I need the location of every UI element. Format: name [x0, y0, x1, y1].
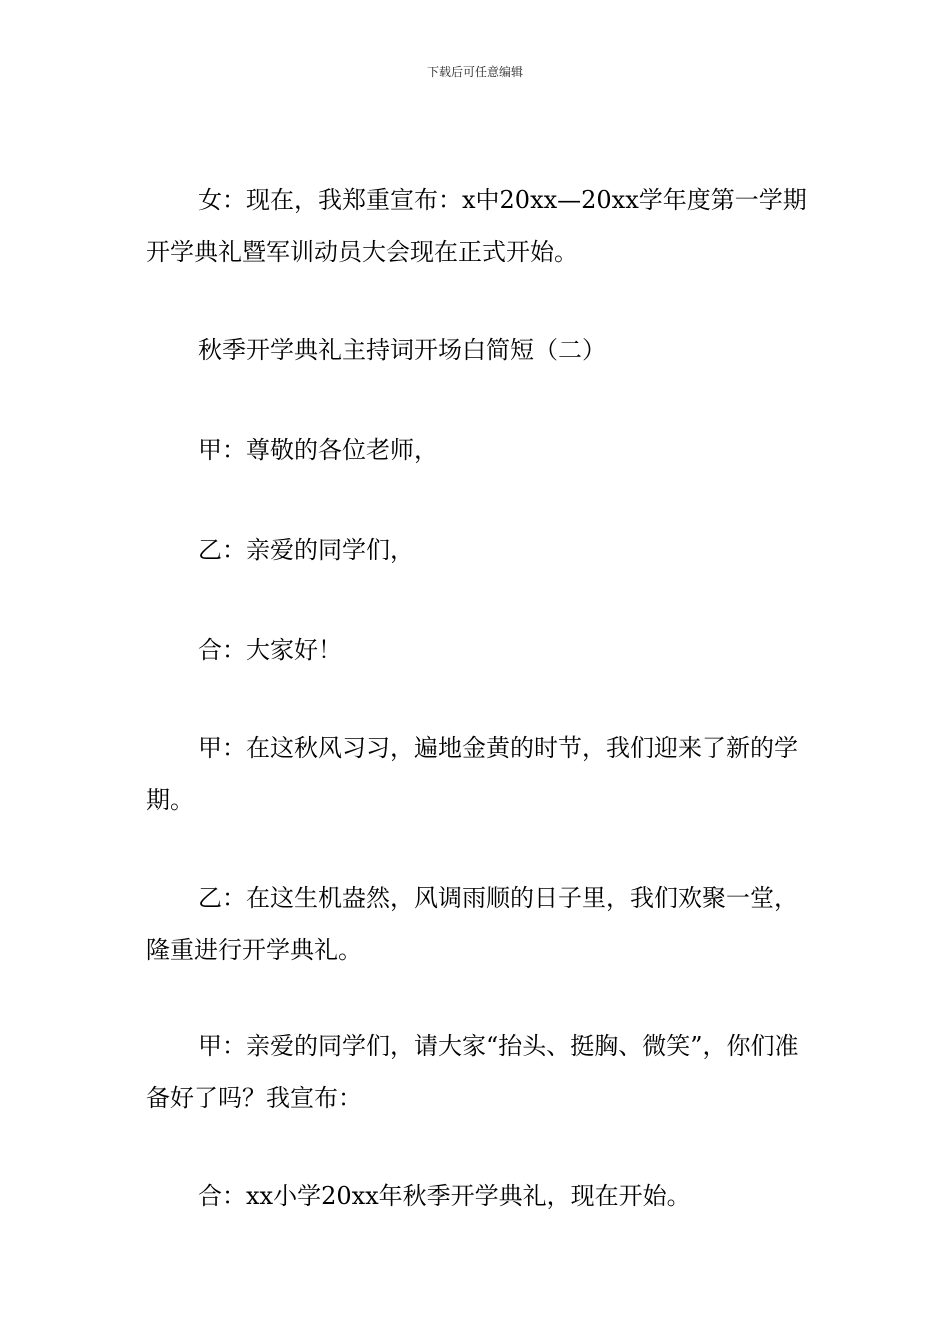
section-title: 秋季开学典礼主持词开场白简短（二）: [198, 336, 606, 364]
paragraph-announcement: 女：现在，我郑重宣布：x中20xx—20xx学年度第一学期开学典礼暨军训动员大会现在正式开始。: [146, 186, 807, 266]
paragraph-autumn-term: 甲：在这秋风习习，遍地金黄的时节，我们迎来了新的学期。: [146, 734, 798, 814]
paragraph-ready: 甲：亲爱的同学们，请大家“抬头、挺胸、微笑”，你们准备好了吗？我宣布：: [146, 1032, 799, 1112]
page-header: 下载后可任意编辑: [426, 65, 523, 79]
paragraph-ceremony-start: 合：xx小学20xx年秋季开学典礼，现在开始。: [198, 1182, 691, 1210]
paragraph-greeting-students: 乙：亲爱的同学们，: [198, 536, 414, 564]
paragraph-gathering: 乙：在这生机盎然，风调雨顺的日子里，我们欢聚一堂，隆重进行开学典礼。: [146, 884, 798, 964]
paragraph-greeting-teachers: 甲：尊敬的各位老师，: [198, 436, 438, 464]
paragraph-hello-all: 合：大家好！: [198, 636, 342, 664]
